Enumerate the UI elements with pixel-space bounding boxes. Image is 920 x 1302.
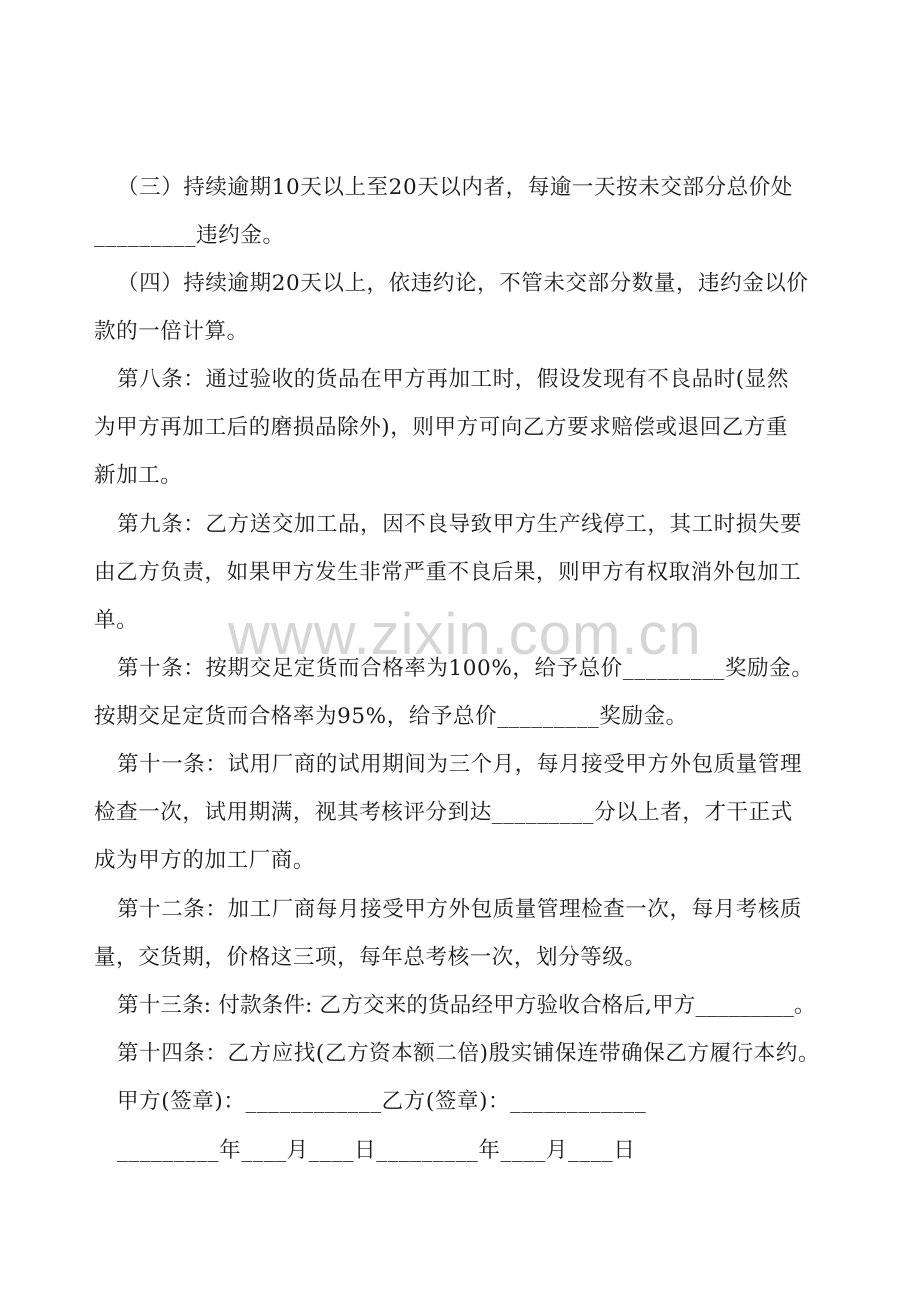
clause-11-line-3: 成为甲方的加工厂商。 (94, 848, 316, 873)
clause-11-line-2: 检查一次，试用期满，视其考核评分到达_________分以上者，才干正式 (94, 800, 793, 825)
clause-8-line-2: 为甲方再加工后的磨损品除外)，则甲方可向乙方要求赔偿或退回乙方重 (94, 415, 789, 440)
signature-line: 甲方(签章)：____________乙方(签章)：____________ (117, 1089, 647, 1114)
clause-9-line-3: 单。 (94, 608, 139, 633)
clause-10-line-1: 第十条：按期交足定货而合格率为100%，给予总价_________奖励金。 (117, 656, 814, 681)
clause-10-line-2: 按期交足定货而合格率为95%，给予总价_________奖励金。 (94, 704, 688, 729)
clause-14-line-1: 第十四条：乙方应找(乙方资本额二倍)殷实铺保连带确保乙方履行本约。 (117, 1041, 821, 1066)
clause-13-line-1: 第十三条: 付款条件: 乙方交来的货品经甲方验收合格后,甲方_________。 (117, 993, 816, 1018)
clause-8-line-3: 新加工。 (94, 463, 183, 488)
clause-9-line-1: 第九条：乙方送交加工品，因不良导致甲方生产线停工，其工时损失要 (117, 512, 803, 537)
watermark-text: www.zixin.com.cn (228, 602, 702, 667)
clause-12-line-1: 第十二条：加工厂商每月接受甲方外包质量管理检查一次，每月考核质 (117, 897, 803, 922)
date-line: _________年____月____日_________年____月____日 (117, 1138, 636, 1163)
clause-7-item-4-line-1: （四）持续逾期20天以上，依违约论，不管未交部分数量，违约金以价 (117, 271, 809, 296)
clause-9-line-2: 由乙方负责，如果甲方发生非常严重不良后果，则甲方有权取消外包加工 (94, 560, 802, 585)
clause-8-line-1: 第八条：通过验收的货品在甲方再加工时，假设发现有不良品时(显然 (117, 367, 789, 392)
clause-7-item-4-line-2: 款的一倍计算。 (94, 319, 249, 344)
clause-12-line-2: 量，交货期，价格这三项，每年总考核一次，划分等级。 (94, 945, 647, 970)
clause-11-line-1: 第十一条：试用厂商的试用期间为三个月，每月接受甲方外包质量管理 (117, 752, 803, 777)
clause-7-item-3-line-2: _________违约金。 (94, 223, 285, 248)
clause-7-item-3-line-1: （三）持续逾期10天以上至20天以内者，每逾一天按未交部分总价处 (117, 175, 793, 200)
